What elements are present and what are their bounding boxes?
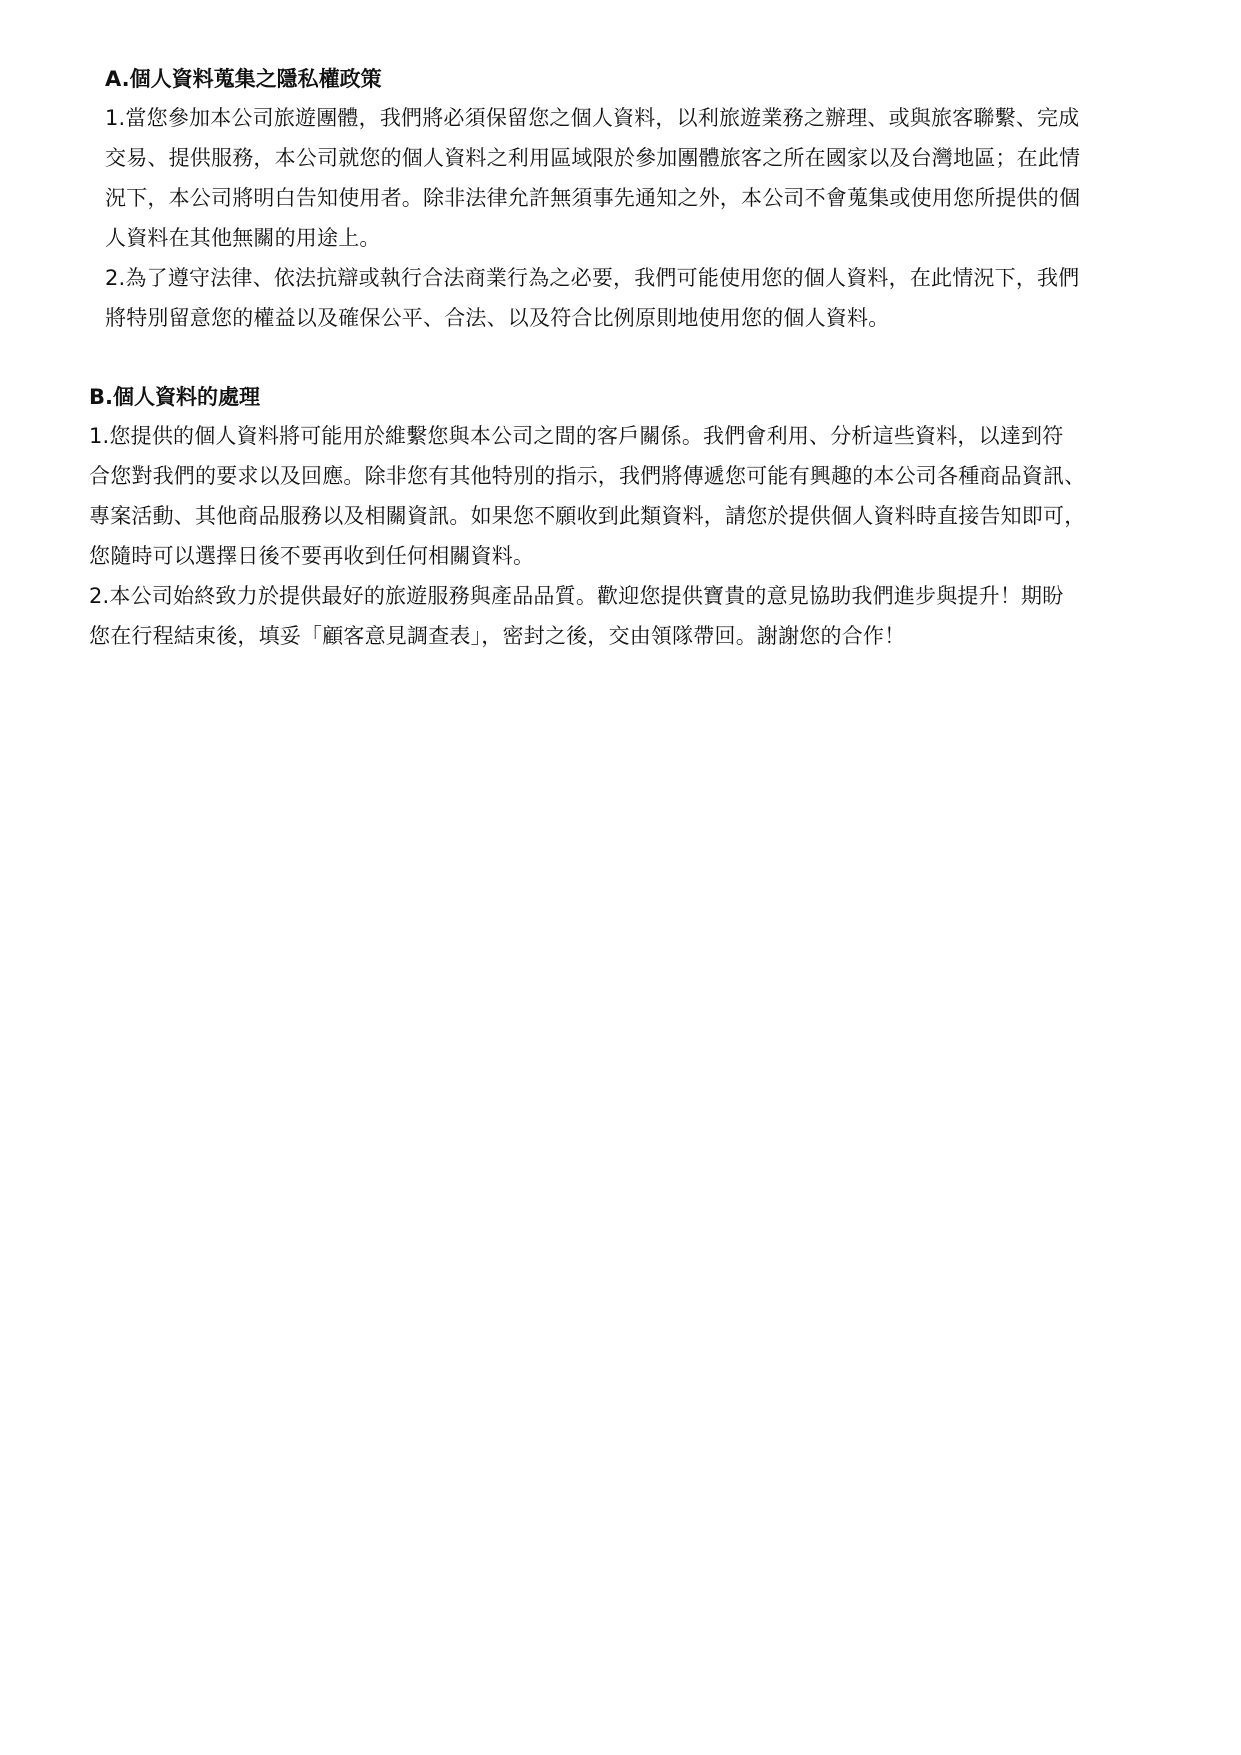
paragraph-2 [89, 576, 1149, 656]
text-line: 合您對我們的要求以及回應。除非您有其他特別的指示，我們將傳遞您可能有興趣的本公司各種商品資訊、 [89, 464, 1086, 488]
paragraph-1 [105, 98, 1165, 258]
section-privacy-policy [105, 62, 1165, 338]
text-line: 2.為了遵守法律、依法抗辯或執行合法商業行為之必要，我們可能使用您的個人資料，在此情況下，我們 [105, 266, 1080, 290]
section-heading: A.個人資料蒐集之隱私權政策 [105, 67, 382, 91]
text-line: 您隨時可以選擇日後不要再收到任何相關資料。 [89, 544, 535, 568]
text-line: 人資料在其他無關的用途上。 [105, 226, 381, 250]
paragraph-2 [105, 258, 1165, 338]
text-line: 2.本公司始終致力於提供最好的旅遊服務與產品品質。歡迎您提供寶貴的意見協助我們進步與提升！期盼 [89, 584, 1064, 608]
paragraph-1 [89, 416, 1149, 576]
text-line: 將特別留意您的權益以及確保公平、合法、以及符合比例原則地使用您的個人資料。 [105, 306, 890, 330]
text-line: 專案活動、其他商品服務以及相關資訊。如果您不願收到此類資料，請您於提供個人資料時直接告知即可， [89, 504, 1086, 528]
text-line: 交易、提供服務，本公司就您的個人資料之利用區域限於參加團體旅客之所在國家以及台灣地區；在此情 [105, 146, 1081, 170]
text-line: 1.您提供的個人資料將可能用於維繫您與本公司之間的客戶關係。我們會利用、分析這些資料，以達到符 [89, 424, 1064, 448]
section-heading: B.個人資料的處理 [89, 385, 260, 409]
text-line: 您在行程結束後，填妥「顧客意見調查表」，密封之後，交由領隊帶回。謝謝您的合作！ [89, 624, 906, 648]
section-data-handling [89, 380, 1149, 656]
text-line: 1.當您參加本公司旅遊團體，我們將必須保留您之個人資料，以利旅遊業務之辦理、或與旅客聯繫、完成 [105, 106, 1080, 130]
text-line: 況下，本公司將明白告知使用者。除非法律允許無須事先通知之外，本公司不會蒐集或使用您所提供的個 [105, 186, 1081, 210]
